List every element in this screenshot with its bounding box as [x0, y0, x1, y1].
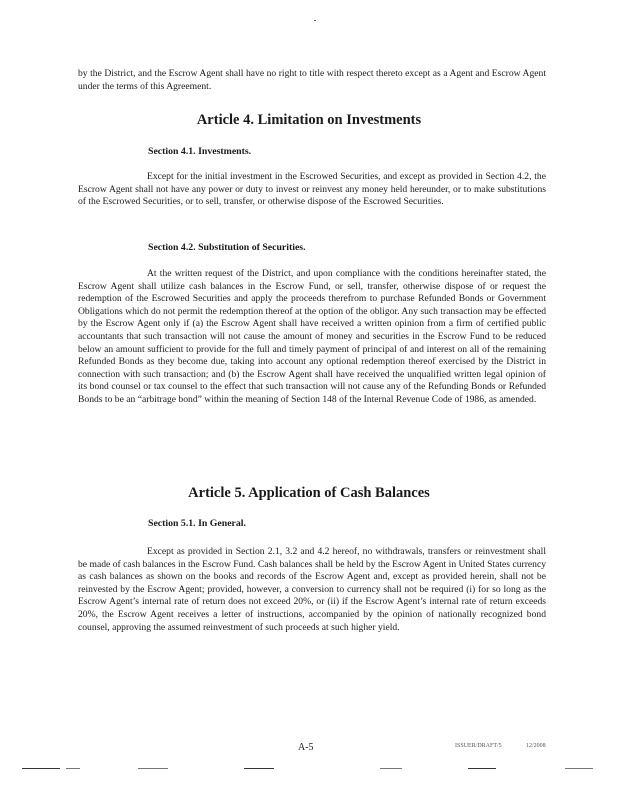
scan-mark — [22, 768, 60, 769]
section-4-2-heading: Section 4.2. Substitution of Securities. — [148, 242, 306, 253]
section-4-1-heading: Section 4.1. Investments. — [148, 146, 252, 157]
scan-speck — [314, 20, 316, 21]
intro-paragraph: by the District, and the Escrow Agent shall have no right to title with respect thereto except as a Agent and Escrow Agent under the terms of this Agreement. — [78, 68, 546, 92]
article-5-title: Article 5. Application of Cash Balances — [188, 485, 430, 501]
scan-mark — [244, 768, 274, 769]
scan-mark — [380, 768, 402, 769]
scan-mark — [138, 768, 168, 769]
section-5-1-heading: Section 5.1. In General. — [148, 518, 246, 529]
article-4-title: Article 4. Limitation on Investments — [196, 112, 422, 128]
footer-document-id: ISSUER/DRAFT/5 — [455, 743, 502, 749]
scan-mark — [66, 768, 80, 769]
section-4-2-text: At the written request of the District, and upon compliance with the conditions hereinafter stated, the Escrow Agent shall utilize cash balances in the Escrow Fund, or sell, transfer, otherwise dispose of or request the redemption of the Escrowed Securities and apply the proceeds therefrom to purchase Refunded Bonds or Government Obligations which do not permit the redemption thereof at the option of the obligor. Any such transaction may be effected by the Escrow Agent only if (a) the Escrow Agent shall have received a written opinion from a firm of certified public accountants that such transaction will not cause the amount of money and securities in the Escrow Fund to be reduced below an amount sufficient to provide for the full and timely payment of principal of and interest on all of the remaining Refunded Bonds as they become due, taking into account any optional redemption thereof exercised by the District in connection with such transaction; and (b) the Escrow Agent shall have received the unqualified written legal opinion of its bond counsel or tax counsel to the effect that such transaction will not cause any of the Refunding Bonds or Refunded Bonds to be an “arbitrage bond” within the meaning of Section 148 of the Internal Revenue Code of 1986, as amended. — [78, 268, 546, 405]
section-4-1-text: Except for the initial investment in the Escrowed Securities, and except as provided in Section 4.2, the Escrow Agent shall not have any power or duty to invest or reinvest any money held hereunder, or to make substitutions of the Escrowed Securities, or to sell, transfer, or otherwise dispose of the Escrowed Securities. — [78, 171, 546, 208]
footer-date: 12/2008 — [526, 743, 546, 749]
scan-mark — [468, 768, 496, 769]
scan-mark — [565, 768, 593, 769]
section-5-1-text: Except as provided in Section 2.1, 3.2 and 4.2 hereof, no withdrawals, transfers or reinvestment shall be made of cash balances in the Escrow Fund. Cash balances shall be held by the Escrow Agent in United States currency as cash balances as shown on the books and records of the Escrow Agent and, except as provided herein, shall not be reinvested by the Escrow Agent; provided, however, a conversion to currency shall not be required (i) for so long as the Escrow Agent’s internal rate of return does not exceed 20%, or (ii) if the Escrow Agent’s internal rate of return exceeds 20%, the Escrow Agent receives a letter of instructions, accompanied by the opinion of nationally recognized bond counsel, approving the assumed reinvestment of such proceeds at such higher yield. — [78, 546, 546, 633]
footer-page-number: A-5 — [298, 742, 314, 753]
